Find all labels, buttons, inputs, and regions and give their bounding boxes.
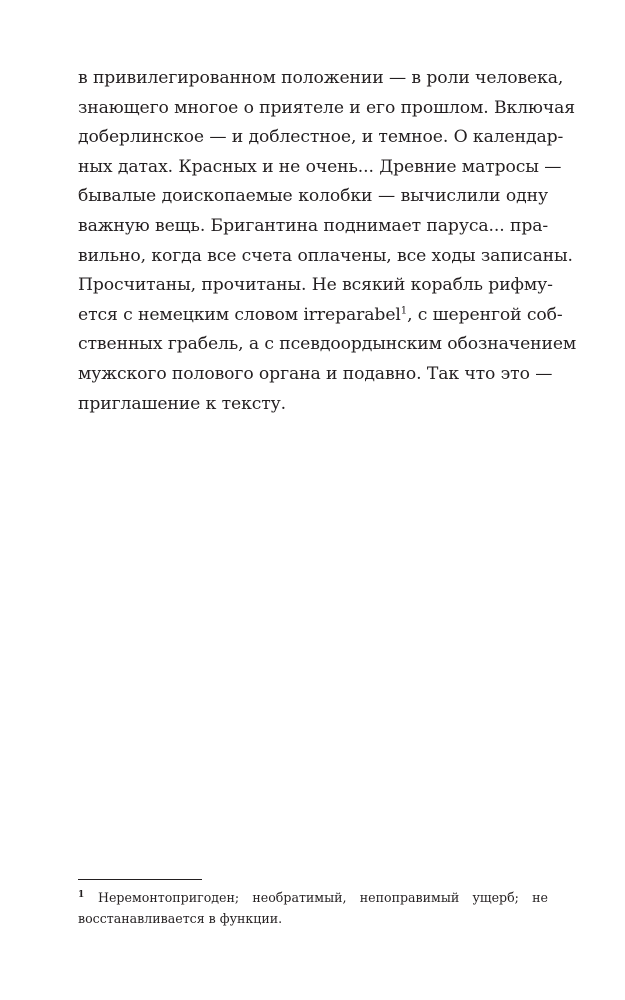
text-line: знающего многое о приятеле и его прошлом. Включая <box>78 97 576 118</box>
footnote-line <box>78 888 548 909</box>
footnote <box>78 888 548 929</box>
text-line-with-footnote <box>78 301 563 331</box>
text-line: бывалые доископаемые колобки — вычислили одну <box>78 186 548 207</box>
footnote-mark: 1 <box>78 890 85 900</box>
footnote-text: Неремонтопригоден; необратимый, непоправимый ущерб; не <box>98 890 548 905</box>
text-segment: ется с немецким словом irreparabel <box>78 304 401 325</box>
main-text <box>78 64 577 419</box>
footnote-divider <box>78 879 202 880</box>
text-line: в привилегированном положении — в роли человека, <box>78 68 564 88</box>
text-line: вильно, когда все счета оплачены, все ходы записаны. <box>78 245 573 266</box>
footnote-line: восстанавливается в функции. <box>78 910 283 926</box>
text-line: приглашение к тексту. <box>78 393 287 414</box>
text-line: Просчитаны, прочитаны. Не всякий корабль рифму- <box>78 275 553 296</box>
text-line: мужского полового органа и подавно. Так что это — <box>78 363 553 384</box>
text-line: ных датах. Красных и не очень... Древние матросы — <box>78 156 562 177</box>
text-line: важную вещь. Бригантина поднимает паруса... пра- <box>78 215 549 236</box>
text-line: ственных грабель, а с псевдоордынским обозначением <box>78 334 577 355</box>
text-line: доберлинское — и доблестное, и темное. О календар- <box>78 127 564 148</box>
footnote-reference[interactable]: 1 <box>400 305 408 317</box>
text-segment: , с шеренгой соб- <box>407 304 563 325</box>
